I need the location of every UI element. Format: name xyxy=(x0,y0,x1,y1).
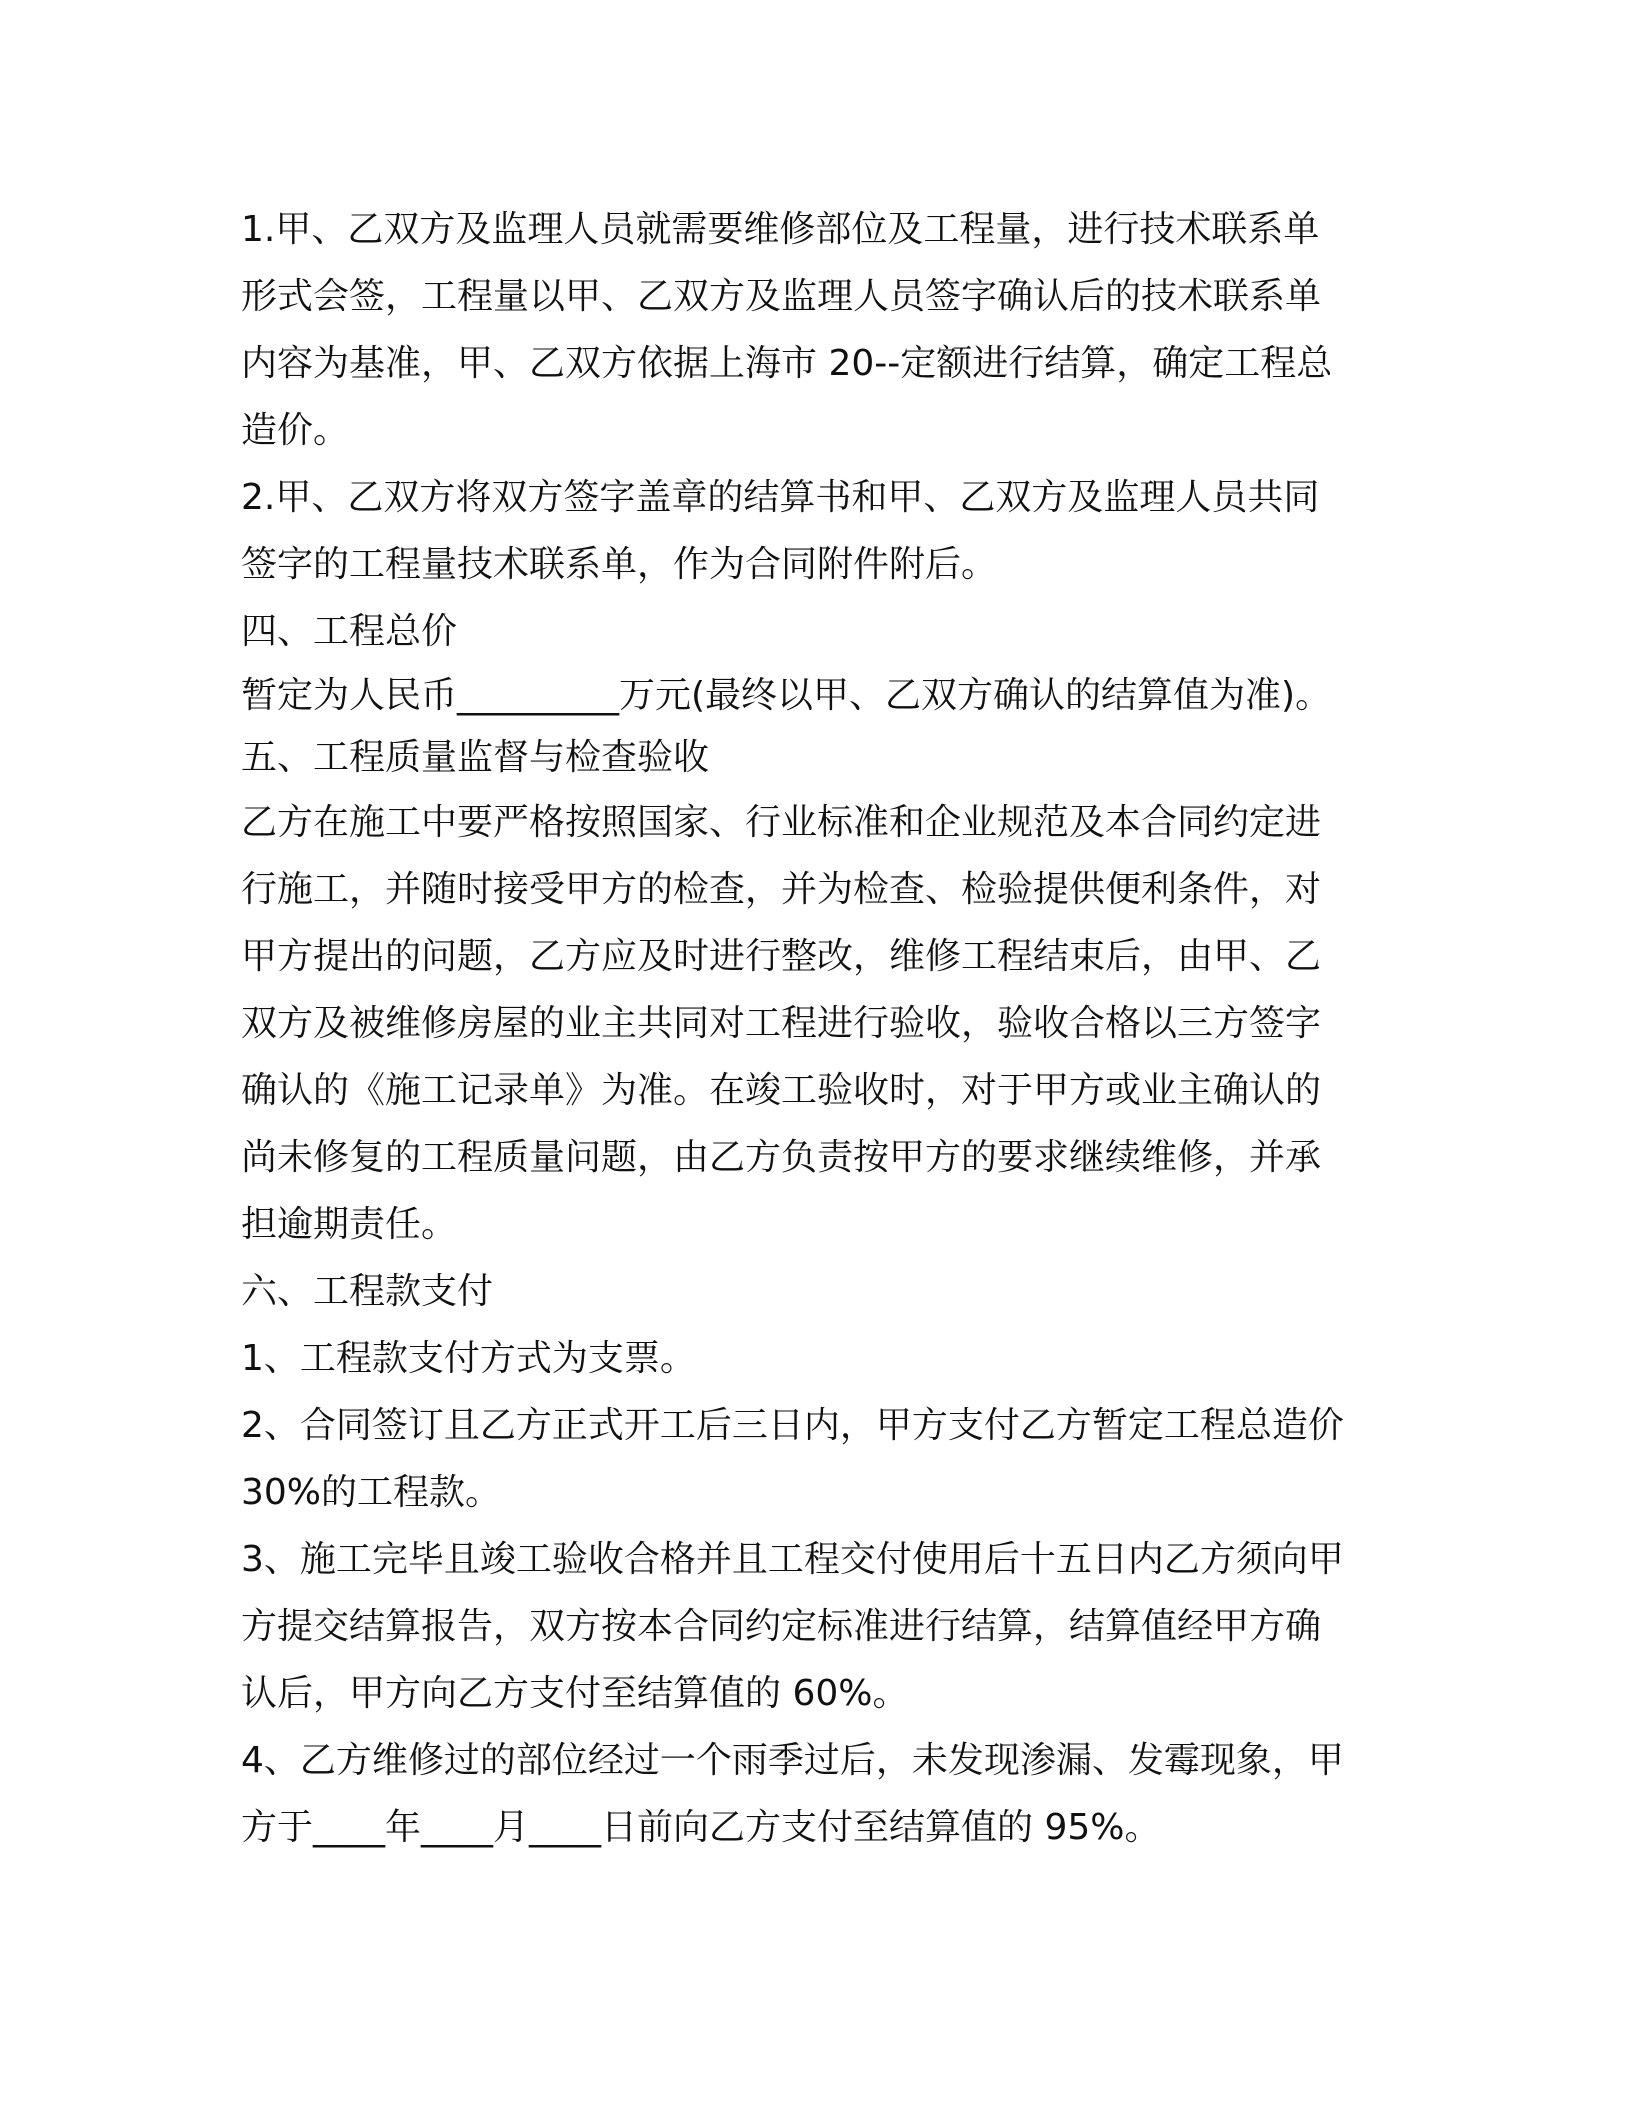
text-line: 2、合同签订且乙方正式开工后三日内，甲方支付乙方暂定工程总造价 xyxy=(241,1405,1344,1446)
text-line: 签字的工程量技术联系单，作为合同附件附后。 xyxy=(241,544,998,585)
text-line: 认后，甲方向乙方支付至结算值的 60%。 xyxy=(241,1673,909,1714)
text-line: 3、施工完毕且竣工验收合格并且工程交付使用后十五日内乙方须向甲 xyxy=(241,1539,1344,1580)
text-line: 2.甲、乙双方将双方签字盖章的结算书和甲、乙双方及监理人员共同 xyxy=(241,477,1320,518)
text-line: 1.甲、乙双方及监理人员就需要维修部位及工程量，进行技术联系单 xyxy=(241,209,1320,250)
text-line: 方于____年____月____日前向乙方支付至结算值的 95%。 xyxy=(241,1807,1161,1848)
text-line: 形式会签，工程量以甲、乙双方及监理人员签字确认后的技术联系单 xyxy=(241,276,1322,317)
text-line: 乙方在施工中要严格按照国家、行业标准和企业规范及本合同约定进 xyxy=(241,802,1322,843)
text-line: 甲方提出的问题，乙方应及时进行整改，维修工程结束后，由甲、乙 xyxy=(241,936,1322,977)
text-line: 方提交结算报告，双方按本合同约定标准进行结算，结算值经甲方确 xyxy=(241,1606,1322,1647)
section-heading: 五、工程质量监督与检查验收 xyxy=(241,737,710,778)
text-line: 内容为基准，甲、乙双方依据上海市 20--定额进行结算，确定工程总 xyxy=(241,343,1333,384)
text-line: 行施工，并随时接受甲方的检查，并为检查、检验提供便利条件，对 xyxy=(241,869,1322,910)
text-line: 尚未修复的工程质量问题，由乙方负责按甲方的要求继续维修，并承 xyxy=(241,1137,1322,1178)
text-line: 担逾期责任。 xyxy=(241,1204,458,1245)
text-line: 双方及被维修房屋的业主共同对工程进行验收，验收合格以三方签字 xyxy=(241,1003,1322,1044)
section-heading: 四、工程总价 xyxy=(241,611,458,652)
text-line: 30%的工程款。 xyxy=(241,1472,502,1513)
text-line: 1、工程款支付方式为支票。 xyxy=(241,1338,696,1379)
document-body xyxy=(241,196,1391,1861)
text-line: 确认的《施工记录单》为准。在竣工验收时，对于甲方或业主确认的 xyxy=(241,1070,1322,1111)
text-line: 暂定为人民币_________万元(最终以甲、乙双方确认的结算值为准)。 xyxy=(241,675,1332,716)
section-heading: 六、工程款支付 xyxy=(241,1271,494,1312)
text-line: 4、乙方维修过的部位经过一个雨季过后，未发现渗漏、发霉现象，甲 xyxy=(241,1740,1344,1781)
text-line: 造价。 xyxy=(241,410,350,451)
